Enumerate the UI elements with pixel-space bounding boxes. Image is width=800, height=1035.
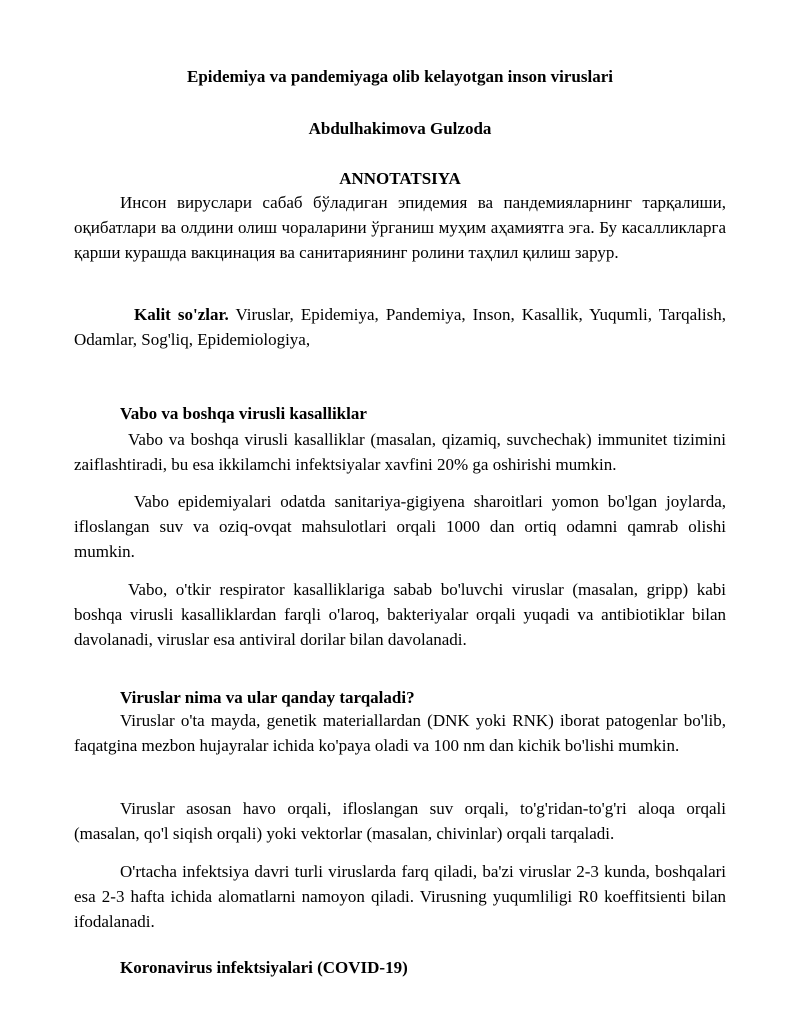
keywords-paragraph (74, 302, 726, 352)
body-paragraph: Vabo, o'tkir respirator kasalliklariga sabab bo'luvchi viruslar (masalan, gripp) kabi boshqa virusli kasalliklardan farqli o'laroq, bakteriyalar orqali yuqadi va antibiotiklar bilan davolanadi, viruslar esa antiviral dorilar bilan davolanadi. (74, 580, 726, 649)
author-name: Abdulhakimova Gulzoda (308, 119, 492, 138)
body-paragraph: Viruslar asosan havo orqali, ifloslangan suv orqali, to'g'ridan-to'g'ri aloqa orqali (masalan, qo'l siqish orqali) yoki vektorlar (masalan, chivinlar) orqali tarqaladi. (74, 799, 726, 843)
section-heading: Vabo va boshqa virusli kasalliklar (120, 404, 367, 423)
body-paragraph: Vabo epidemiyalari odatda sanitariya-gigiyena sharoitlari yomon bo'lgan joylarda, ifloslangan suv va oziq-ovqat mahsulotlari orqali 1000 dan ortiq odamni qamrab olishi mumkin. (74, 492, 726, 561)
document-title: Epidemiya va pandemiyaga olib kelayotgan inson viruslari (186, 67, 613, 86)
section-heading: Viruslar nima va ular qanday tarqaladi? (120, 688, 415, 707)
annotation-paragraph: Инсон вируслари сабаб бўладиган эпидемия ва пандемияларнинг тарқалиши, оқибатлари ва олдини олиш чораларини ўрганиш муҳим аҳамиятга эга. Бу касалликларга қарши курашда вакцинация ва санитариянинг ролини таҳлил қилиш зарур. (74, 193, 726, 262)
keywords-label: Kalit so'zlar. (134, 305, 229, 324)
body-paragraph: O'rtacha infektsiya davri turli viruslarda farq qiladi, ba'zi viruslar 2-3 kunda, boshqalari esa 2-3 hafta ichida alomatlarni namoyon qiladi. Virusning yuqumliligi R0 koeffitsienti bilan ifodalanadi. (74, 862, 726, 931)
section-heading: Koronavirus infektsiyalari (COVID-19) (120, 958, 408, 977)
body-paragraph: Vabo va boshqa virusli kasalliklar (masalan, qizamiq, suvchechak) immunitet tizimini zaiflashtiradi, bu esa ikkilamchi infektsiyalar xavfini 20% ga oshirishi mumkin. (74, 430, 726, 474)
annotation-heading: ANNOTATSIYA (339, 169, 461, 188)
body-paragraph: Viruslar o'ta mayda, genetik materiallardan (DNK yoki RNK) iborat patogenlar bo'lib, faqatgina mezbon hujayralar ichida ko'paya oladi va 100 nm dan kichik bo'lishi mumkin. (74, 711, 726, 755)
keywords-list: Viruslar, Epidemiya, Pandemiya, Inson, Kasallik, Yuqumli, Tarqalish, Odamlar, Sog'liq, Epidemiologiya, (74, 305, 726, 349)
